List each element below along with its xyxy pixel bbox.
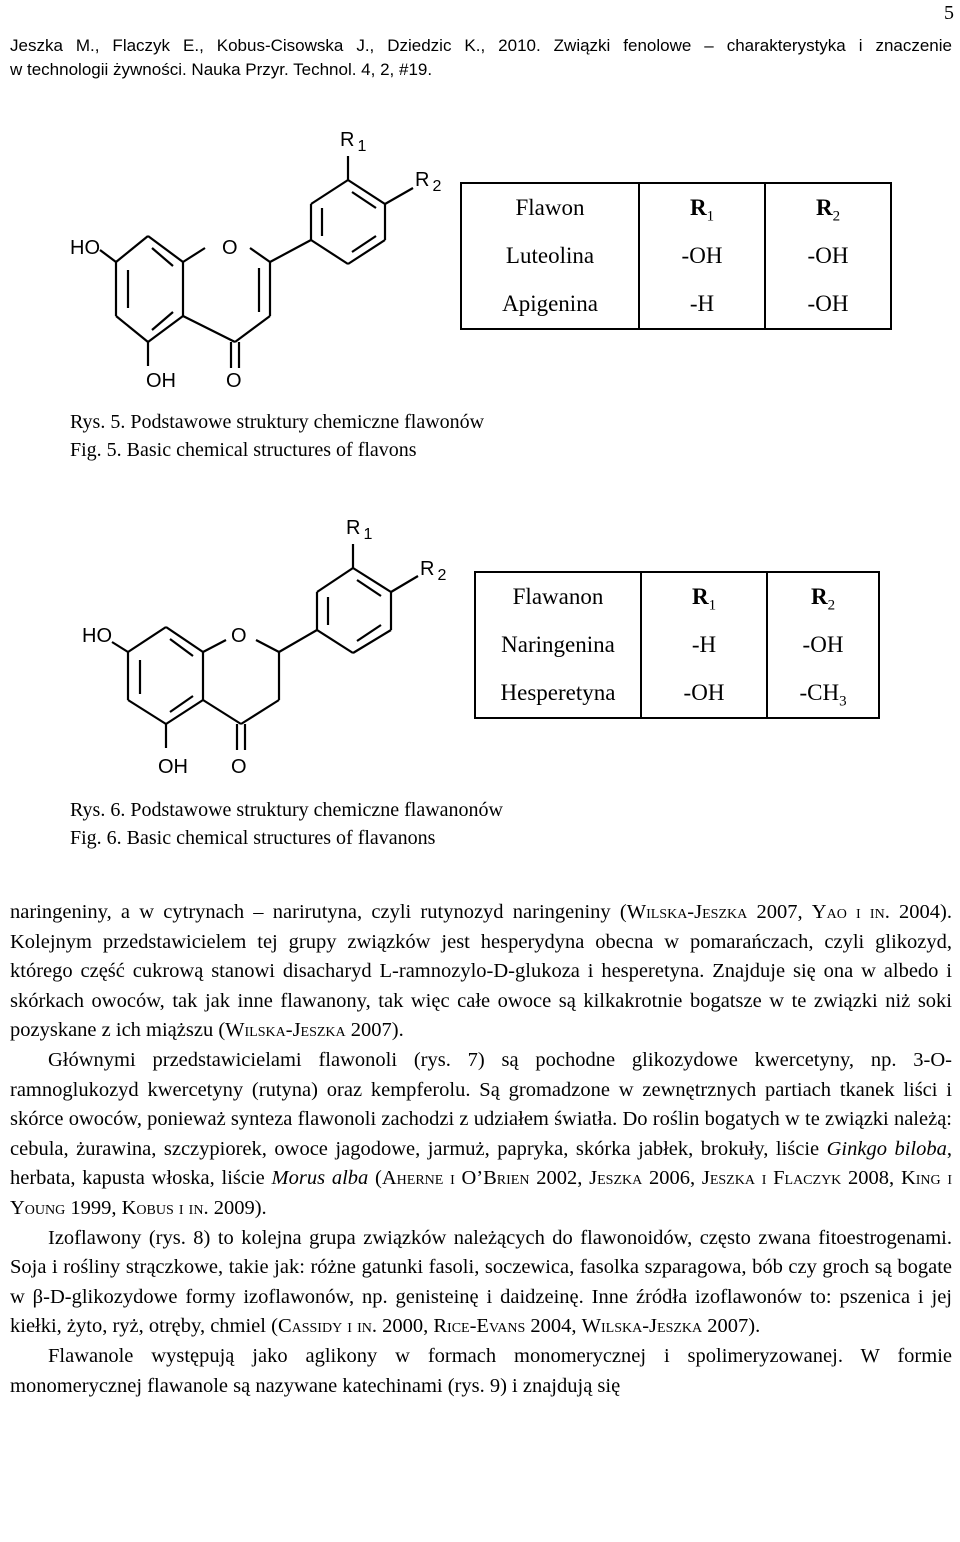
table-cell-r1: -H (691, 632, 717, 657)
ring-oxygen-label: O (222, 237, 238, 259)
table-header-r2: $R_2$ (810, 584, 836, 614)
oh-label: OH (146, 370, 176, 392)
table-header-r2: $R_2$ (815, 195, 841, 225)
figure-5-caption-en: Fig. 5. Basic chemical structures of flavons (70, 439, 417, 461)
table-cell-name: Luteolina (505, 243, 595, 268)
keto-oxygen-label: O (226, 370, 242, 392)
table-cell-r2: -OH (802, 632, 844, 657)
figure-6-caption-pl: Rys. 6. Podstawowe struktury chemiczne flawanonów (70, 799, 503, 821)
table-cell-name: Apigenina (502, 291, 598, 316)
flavanone-structure-diagram (0, 500, 470, 790)
citation-line-2: w technologii żywności. Nauka Przyr. Technol. 4, 2, #19. (10, 60, 433, 79)
figure-6-caption (70, 796, 503, 852)
flavanone-substituent-table (474, 571, 880, 719)
table-header-r1: $R_1$ (689, 195, 715, 225)
r1-label: R $_1$ (346, 517, 373, 543)
ring-oxygen-label: O (231, 625, 247, 647)
table-header-name: Flawon (515, 195, 585, 220)
table-cell-r1: -OH (681, 243, 723, 268)
table-cell-r2: -OH (807, 291, 849, 316)
figure-5-caption (70, 408, 484, 464)
ho-label: HO (70, 237, 100, 259)
page-number: 5 (944, 2, 954, 24)
ho-label: HO (82, 625, 112, 647)
figure-5-caption-pl: Rys. 5. Podstawowe struktury chemiczne flawonów (70, 411, 485, 433)
r2-label: R $_2$ (420, 558, 447, 584)
oh-label: OH (158, 756, 188, 778)
keto-oxygen-label: O (231, 756, 247, 778)
figure-6-caption-en: Fig. 6. Basic chemical structures of flavanons (70, 827, 436, 849)
table-cell-r1: -OH (683, 680, 725, 705)
table-cell-name: Naringenina (501, 632, 615, 657)
citation-line-1: Jeszka M., Flaczyk E., Kobus-Cisowska J., Dziedzic K., 2010. Związki fenolowe – charakterystyka i znaczenie (10, 36, 952, 55)
running-header-citation (10, 34, 952, 82)
r1-label: R $_1$ (340, 129, 367, 155)
flavone-structure-diagram (0, 100, 470, 400)
paragraph-4: Flawanole występują jako aglikony w formach monomerycznej i spolimeryzowanej. W formie monomerycznej flawanole są nazywane katechinami (rys. 9) i znajdują się (10, 1344, 952, 1397)
paragraph-3: Izoflawony (rys. 8) to kolejna grupa związków należących do flawonoidów, często zwana fitoestrogenami. Soja i rośliny strączkowe, takie jak: różne gatunki fasoli, soczewica, fasolka szparagowa, bób czy groch są bogate w β-D-glikozydowe formy izoflawonów, np. genisteinę i daidzeinę. Inne źródła izoflawonów to: pszenica i jej kiełki, żyto, ryż, otręby, chmiel (Cassidy i in. 2000, Rice-Evans 2004, Wilska-Jeszka 2007). (10, 1226, 952, 1338)
table-cell-name: Hesperetyna (500, 680, 616, 705)
flavone-substituent-table (460, 182, 892, 330)
body-text (10, 898, 952, 1401)
paragraph-1: naringeniny, a w cytrynach – narirutyna, czyli rutynozyd naringeniny (Wilska-Jeszka 2007, Yao i in. 2004). Kolejnym przedstawicielem tej grupy związków jest hesperydyna obecna w pomarańczach, czyli glikozyd, którego część cukrową stanowi disacharyd L-ramnozylo-D-glukoza i hesperetyna. Znajduje się ona w albedo i skórkach owoców, tak jak inne flawanony, tak więc całe owoce są kilkakrotnie bogatsze w te związki niż soki pozyskane z ich miąższu (Wilska-Jeszka 2007). (10, 901, 952, 1042)
table-header-r1: $R_1$ (691, 584, 717, 614)
r2-label: R $_2$ (415, 169, 442, 195)
table-cell-r1: -H (689, 291, 715, 316)
table-cell-r2: $-CH_3$ (799, 680, 847, 710)
table-header-name: Flawanon (512, 584, 604, 609)
table-cell-r2: -OH (807, 243, 849, 268)
paragraph-2: Głównymi przedstawicielami flawonoli (rys. 7) są pochodne glikozydowe kwercetyny, np. 3-O-ramnoglukozyd kwercetyny (rutyna) oraz kempferolu. Są gromadzone w zewnętrznych partiach tkanek liści i skórce owoców, ponieważ synteza flawonoli zachodzi z udziałem światła. Do roślin bogatych w te związki należą: cebula, żurawina, szczypiorek, owoce jagodowe, jarmuż, papryka, skórka jabłek, brokuły, liście Ginkgo biloba, herbata, kapusta włoska, liście Morus alba (Aherne i O’Brien 2002, Jeszka 2006, Jeszka i Flaczyk 2008, King i Young 1999, Kobus i in. 2009). (10, 1048, 953, 1219)
